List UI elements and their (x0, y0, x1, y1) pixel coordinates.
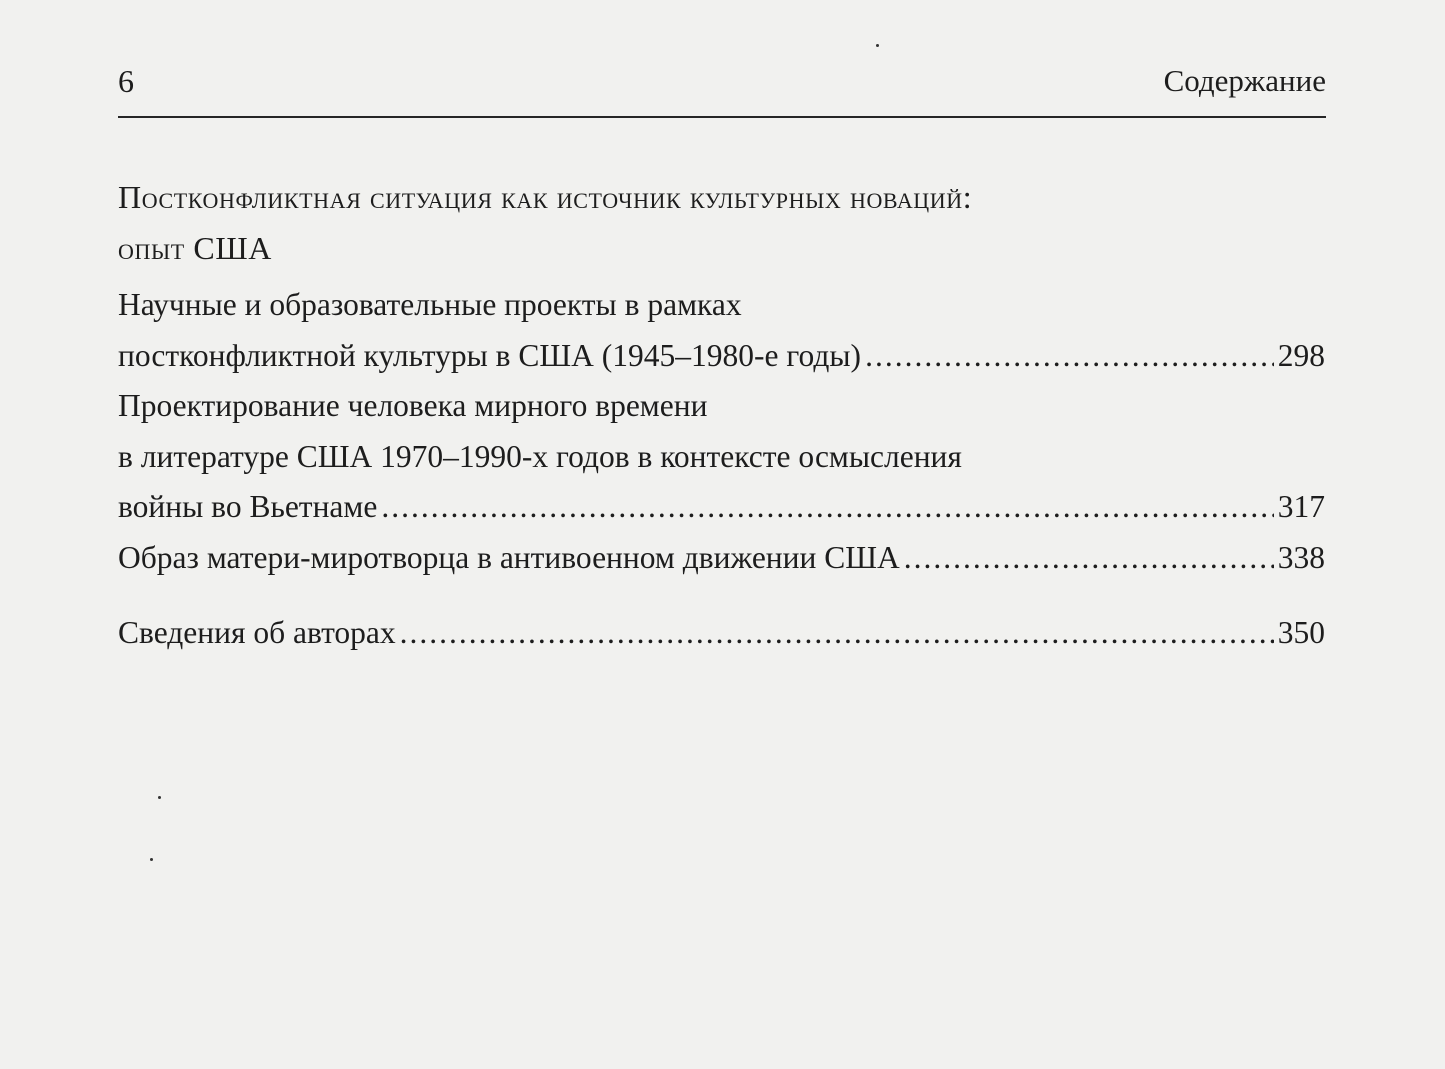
toc-entry[interactable] (118, 533, 1325, 584)
toc-entry-last-line (118, 331, 1325, 382)
dot-leader (400, 608, 1274, 659)
toc-entry[interactable] (118, 280, 1325, 381)
toc-page-number: 350 (1277, 615, 1325, 650)
toc-entry-title-line: в литературе США 1970–1990-х годов в контексте осмысления (118, 438, 962, 474)
table-of-contents (118, 280, 1325, 659)
toc-entry[interactable] (118, 381, 1325, 533)
section-title (118, 172, 1328, 274)
dot-leader (381, 482, 1273, 533)
toc-entry[interactable] (118, 608, 1325, 659)
dot-leader (904, 533, 1274, 584)
toc-page-number: 338 (1277, 539, 1325, 575)
dot-leader (865, 331, 1274, 382)
running-title: Содержание (1163, 63, 1326, 98)
toc-entry-title-line: Сведения об авторах (118, 615, 396, 650)
running-head (118, 58, 1326, 108)
section-title-line: опыт США (118, 230, 272, 266)
toc-spacer (118, 583, 1325, 608)
toc-entry-title-line: войны во Вьетнаме (118, 489, 378, 524)
paper-speck (876, 44, 879, 47)
toc-entry-last-line (118, 533, 1325, 584)
toc-entry-last-line (118, 482, 1325, 533)
toc-entry-title-line: Проектирование человека мирного времени (118, 388, 708, 423)
toc-entry-title-line: Научные и образовательные проекты в рамках (118, 287, 742, 322)
toc-entry-last-line (118, 608, 1325, 659)
toc-page-number: 317 (1277, 489, 1325, 524)
toc-entry-title-line: Образ матери-миротворца в антивоенном движении США (118, 539, 900, 575)
header-rule (118, 116, 1326, 118)
section-title-line: Постконфликтная ситуация как источник культурных новаций: (118, 179, 973, 215)
paper-speck (150, 858, 153, 861)
toc-page-number: 298 (1277, 337, 1325, 373)
paper-speck (158, 796, 161, 799)
toc-entry-title-line: постконфликтной культуры в США (1945–1980-е годы) (118, 337, 862, 373)
page-number: 6 (118, 63, 134, 99)
